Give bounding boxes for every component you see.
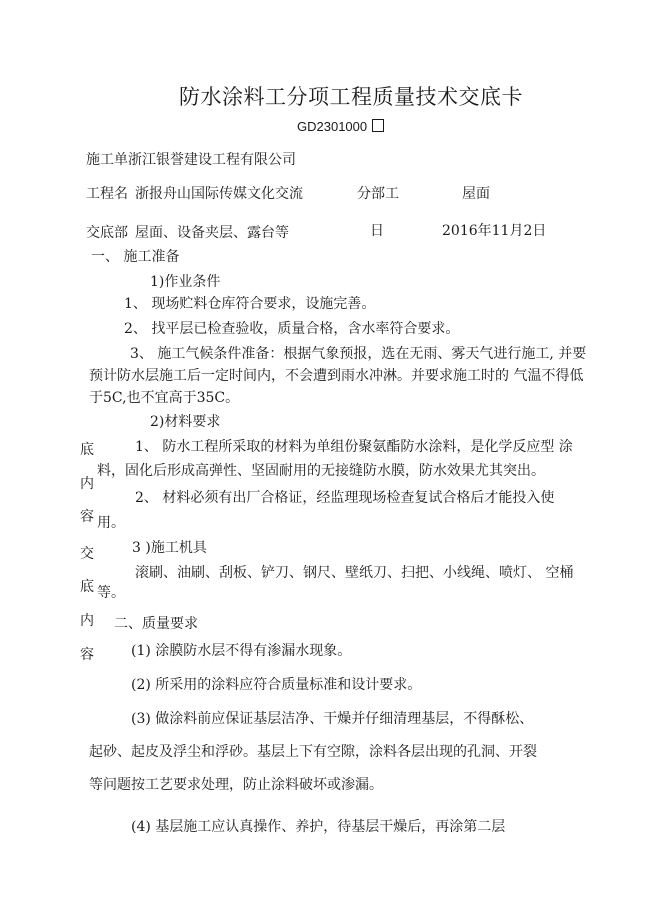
paragraph-line: 料，固化后形成高弹性、坚固耐用的无接缝防水膜，防水效果尤其突出。 (97, 463, 545, 479)
paragraph-line: (3) 做涂料前应保证基层洁净、干燥并仔细清理基层，不得酥松、 (131, 711, 534, 727)
subsection-heading: 2)材料要求 (150, 414, 221, 430)
side-label: 容 (80, 647, 94, 663)
side-label: 容 (80, 509, 94, 525)
doc-code: GD2301000 (297, 119, 368, 134)
section-heading: 一、 施工准备 (91, 249, 180, 265)
section-heading: 二、质量要求 (114, 616, 198, 632)
paragraph-line: 2、 材料必须有出厂合格证，经监理现场检查复试合格后才能投入使 (135, 490, 555, 506)
project-name: 浙报舟山国际传媒文化交流 (135, 186, 303, 202)
list-item: 2、 找平层已检查验收，质量合格，含水率符合要求。 (124, 321, 460, 337)
paragraph-line: 等问题按工艺要求处理，防止涂料破坏或渗漏。 (89, 777, 383, 793)
paragraph-line: 3、 施工气候条件准备：根据气象预报，选在无雨、雾天气进行施工, 并要 (130, 346, 587, 362)
handover-label: 交底部 (86, 225, 128, 241)
paragraph-line: (4) 基层施工应认真操作、养护，待基层干燥后，再涂第二层 (131, 819, 506, 835)
list-item: (2) 所采用的涂料应符合质量标准和设计要求。 (131, 677, 422, 693)
side-label: 交 (80, 546, 94, 562)
doc-code-row (297, 118, 384, 136)
subsection-heading: 3 )施工机具 (132, 540, 207, 556)
list-item: (1) 涂膜防水层不得有渗漏水现象。 (131, 643, 352, 659)
side-label: 内 (80, 476, 94, 492)
list-item: 1、 现场贮料仓库符合要求，设施完善。 (124, 296, 376, 312)
side-label: 内 (80, 613, 94, 629)
project-label: 工程名 (86, 186, 128, 202)
date-value: 2016年11月2日 (442, 223, 547, 239)
checkbox-square-icon (372, 119, 384, 132)
paragraph-line: 用。 (97, 515, 125, 531)
subsection-heading: 1)作业条件 (150, 274, 221, 290)
sub-project-value: 屋面 (462, 186, 490, 202)
construction-unit: 施工单浙江银誉建设工程有限公司 (86, 152, 296, 168)
paragraph-line: 起砂、起皮及浮尘和浮砂。基层上下有空隙，涂料各层出现的孔洞、开裂 (89, 744, 537, 760)
paragraph-line: 等。 (97, 585, 125, 601)
paragraph-line: 预计防水层施工后一定时间内，不会遭到雨水冲淋。并要求施工时的 气温不得低 (89, 368, 584, 384)
side-label: 底 (80, 579, 94, 595)
date-label: 日 (370, 223, 384, 239)
paragraph-line: 滚刷、油刷、刮板、铲刀、钢尺、壁纸刀、扫把、小线绳、喷灯、 空桶 (135, 565, 574, 581)
side-label: 底 (80, 442, 94, 458)
sub-project-label: 分部工 (357, 186, 399, 202)
paragraph-line: 1、 防水工程所采取的材料为单组份聚氨酯防水涂料，是化学反应型 涂 (135, 439, 573, 455)
paragraph-line: 于5C,也不宜高于35C。 (89, 390, 240, 406)
document-title: 防水涂料工分项工程质量技术交底卡 (179, 85, 523, 109)
handover-value: 屋面、设备夹层、露台等 (135, 225, 289, 241)
